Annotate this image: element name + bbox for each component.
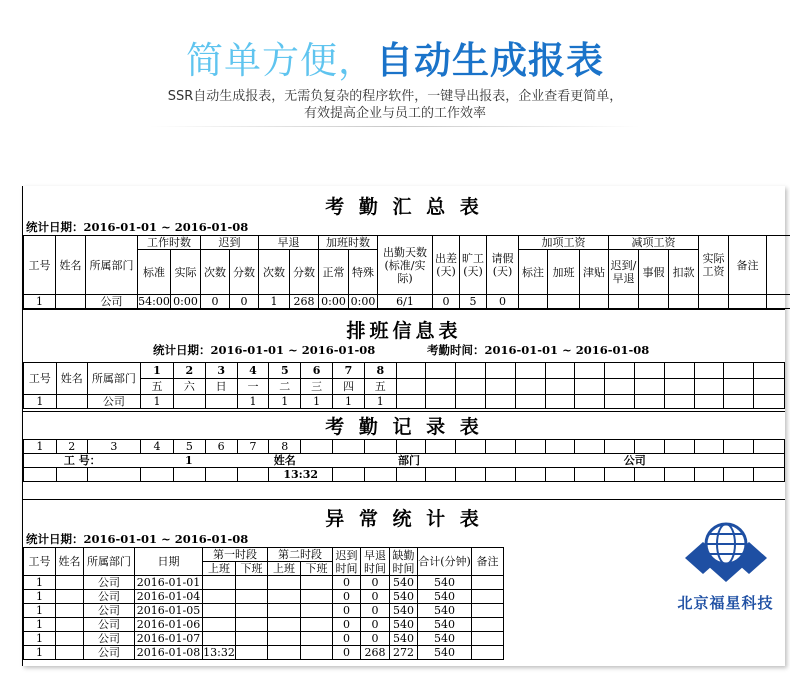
cell-early-min: 268 [290, 295, 319, 309]
hdr-ded-deduct: 扣款 [669, 250, 699, 295]
ab-cell-total: 540 [418, 576, 472, 590]
ab-cell-dept: 公司 [84, 590, 135, 604]
ab-cell-early: 0 [361, 590, 390, 604]
rec-day: 5 [173, 440, 205, 454]
schedule-date-range: 统计日期：2016-01-01 ~ 2016-01-08 [153, 343, 376, 357]
ab-cell-late: 0 [333, 604, 361, 618]
ab-cell-s2-off [301, 632, 333, 646]
ab-hdr-total: 合计(分钟) [418, 548, 472, 576]
ab-cell-note [472, 590, 504, 604]
sched-day: 3 [205, 363, 237, 379]
rec-day: 1 [24, 440, 57, 454]
sched-weekday: 五 [141, 379, 174, 395]
hdr-late: 迟到 [201, 236, 259, 250]
rec-day: 3 [87, 440, 140, 454]
sched-day: 4 [237, 363, 269, 379]
ab-cell-id: 1 [24, 618, 56, 632]
ab-cell-s2-on [268, 618, 301, 632]
ab-cell-s1-off [236, 604, 268, 618]
sched-day: 2 [173, 363, 205, 379]
abnormal-row [24, 576, 504, 590]
sched-weekday: 二 [269, 379, 301, 395]
ab-cell-note [472, 576, 504, 590]
sched-hdr-id: 工号 [24, 363, 57, 395]
ab-cell-total: 540 [418, 604, 472, 618]
ab-cell-missing: 272 [390, 646, 418, 660]
ab-cell-early: 0 [361, 604, 390, 618]
ab-cell-id: 1 [24, 646, 56, 660]
ab-cell-s2-off [301, 618, 333, 632]
ab-cell-date: 2016-01-01 [135, 576, 203, 590]
sched-cell: 1 [141, 395, 174, 409]
ab-cell-total: 540 [418, 618, 472, 632]
ab-cell-late: 0 [333, 576, 361, 590]
hdr-ded-late: 迟到/早退 [609, 250, 639, 295]
ab-cell-s1-off [236, 618, 268, 632]
cell-actual: 0:00 [171, 295, 201, 309]
hdr-deduct-pay: 减项工资 [609, 236, 699, 250]
ab-cell-date: 2016-01-07 [135, 632, 203, 646]
ab-cell-dept: 公司 [84, 576, 135, 590]
divider [23, 309, 785, 310]
ab-cell-missing: 540 [390, 576, 418, 590]
cell-name [56, 295, 86, 309]
ab-cell-date: 2016-01-04 [135, 590, 203, 604]
ab-cell-s2-on [268, 604, 301, 618]
ab-cell-s2-off [301, 576, 333, 590]
rec-day: 6 [205, 440, 237, 454]
cell-absent: 5 [460, 295, 487, 309]
promo-title-bold: 自动生成报表 [376, 39, 604, 82]
hdr-dept: 所属部门 [86, 236, 138, 295]
records-title: 考 勤 记 录 表 [325, 416, 483, 438]
hdr-add-pay: 加项工资 [519, 236, 609, 250]
hdr-actual-pay: 实际工资 [699, 236, 729, 295]
abnormal-row [24, 646, 504, 660]
hdr-overtime: 加班时数 [319, 236, 378, 250]
sched-day: 6 [301, 363, 333, 379]
ab-hdr-seg2-on: 上班 [268, 562, 301, 576]
hdr-ded-personal: 事假 [639, 250, 669, 295]
ab-cell-early: 0 [361, 618, 390, 632]
rec-time: 13:32 [269, 468, 333, 482]
sched-day: 1 [141, 363, 174, 379]
rec-dept-label: 部门 [333, 454, 486, 468]
ab-cell-late: 0 [333, 590, 361, 604]
ab-hdr-seg2: 第二时段 [268, 548, 333, 562]
cell-ot-normal: 0:00 [319, 295, 349, 309]
hdr-add-allow: 津贴 [580, 250, 609, 295]
hdr-ot-normal: 正常 [319, 250, 349, 295]
ab-cell-s2-on [268, 632, 301, 646]
ab-cell-s2-on [268, 576, 301, 590]
ab-cell-total: 540 [418, 632, 472, 646]
globe-logo-icon [663, 520, 788, 592]
summary-row [24, 295, 790, 309]
abnormal-title: 异 常 统 计 表 [325, 508, 483, 530]
ab-cell-id: 1 [24, 590, 56, 604]
sched-cell [205, 395, 237, 409]
abnormal-date-range: 统计日期：2016-01-01 ~ 2016-01-08 [26, 532, 249, 546]
ab-cell-missing: 540 [390, 618, 418, 632]
sched-hdr-name: 姓名 [56, 363, 87, 395]
ab-cell-id: 1 [24, 604, 56, 618]
rec-id-value: 1 [141, 454, 238, 468]
ab-cell-name [56, 646, 84, 660]
ab-cell-early: 0 [361, 576, 390, 590]
ab-cell-total: 540 [418, 646, 472, 660]
sched-weekday: 日 [205, 379, 237, 395]
ab-cell-early: 268 [361, 646, 390, 660]
ab-cell-name [56, 632, 84, 646]
logo-text: 北京福星科技 [677, 594, 774, 612]
hdr-add-note: 标注 [519, 250, 548, 295]
ab-hdr-missing: 缺勤时间 [390, 548, 418, 576]
hdr-add-ot: 加班 [548, 250, 580, 295]
abnormal-row [24, 618, 504, 632]
hdr-absent: 旷工(天) [460, 236, 487, 295]
sched-cell: 1 [269, 395, 301, 409]
ab-cell-s1-on [203, 590, 236, 604]
records-employee-row [24, 454, 785, 468]
ab-cell-s2-off [301, 646, 333, 660]
abnormal-rows [24, 576, 504, 660]
ab-cell-dept: 公司 [84, 646, 135, 660]
ab-cell-missing: 540 [390, 632, 418, 646]
cell-dept: 公司 [86, 295, 138, 309]
ab-cell-s1-on [203, 576, 236, 590]
sched-hdr-dept: 所属部门 [87, 363, 140, 395]
ab-hdr-name: 姓名 [56, 548, 84, 576]
summary-date-range: 统计日期：2016-01-01 ~ 2016-01-08 [26, 220, 249, 234]
ab-cell-s1-off [236, 646, 268, 660]
hdr-actual: 实际 [171, 250, 201, 295]
hdr-trip: 出差(天) [433, 236, 460, 295]
hdr-name: 姓名 [56, 236, 86, 295]
sched-cell: 1 [301, 395, 333, 409]
ab-cell-late: 0 [333, 618, 361, 632]
ab-cell-id: 1 [24, 632, 56, 646]
cell-late-min: 0 [230, 295, 259, 309]
records-table [23, 439, 785, 482]
ab-cell-s2-on [268, 590, 301, 604]
ab-cell-name [56, 590, 84, 604]
ab-cell-s1-on: 13:32 [203, 646, 235, 659]
hdr-work-hours: 工作时数 [138, 236, 201, 250]
cell-attend: 6/1 [378, 295, 433, 309]
ab-cell-date: 2016-01-08 [135, 646, 203, 660]
sched-cell-dept: 公司 [87, 395, 140, 409]
abnormal-row [24, 632, 504, 646]
rec-day: 4 [141, 440, 174, 454]
cell-early-count: 1 [259, 295, 290, 309]
ab-cell-date: 2016-01-06 [135, 618, 203, 632]
ab-cell-missing: 540 [390, 590, 418, 604]
schedule-table [23, 362, 785, 409]
sched-day: 5 [269, 363, 301, 379]
ab-hdr-date: 日期 [135, 548, 203, 576]
ab-cell-s1-on [203, 604, 236, 618]
rec-dept-value: 公司 [486, 454, 785, 468]
cell-leave: 0 [487, 295, 519, 309]
hdr-blank [767, 236, 790, 295]
hdr-note: 备注 [729, 236, 767, 295]
sched-weekday: 三 [301, 379, 333, 395]
ab-cell-late: 0 [333, 646, 361, 660]
ab-cell-note [472, 618, 504, 632]
decorative-divider [150, 126, 640, 127]
ab-cell-s1-off [236, 576, 268, 590]
hdr-early-min: 分数 [290, 250, 319, 295]
promo-title [0, 30, 790, 84]
ab-cell-s2-off [301, 590, 333, 604]
ab-cell-dept: 公司 [84, 632, 135, 646]
sched-weekday: 六 [173, 379, 205, 395]
ab-cell-note [472, 646, 504, 660]
ab-cell-date: 2016-01-05 [135, 604, 203, 618]
company-logo [663, 520, 788, 615]
hdr-leave: 请假(天) [487, 236, 519, 295]
ab-cell-s2-on [268, 646, 301, 660]
abnormal-table [23, 547, 504, 660]
divider [23, 499, 785, 500]
ab-hdr-seg1-off: 下班 [236, 562, 268, 576]
sched-weekday: 一 [237, 379, 269, 395]
hdr-id: 工号 [24, 236, 56, 295]
ab-cell-early: 0 [361, 632, 390, 646]
sched-cell [173, 395, 205, 409]
ab-hdr-seg1-on: 上班 [203, 562, 236, 576]
sched-cell: 1 [333, 395, 365, 409]
ab-cell-name [56, 604, 84, 618]
hdr-standard: 标准 [138, 250, 171, 295]
cell-ot-special: 0:00 [349, 295, 378, 309]
hdr-early-count: 次数 [259, 250, 290, 295]
ab-hdr-seg1: 第一时段 [203, 548, 268, 562]
hdr-late-min: 分数 [230, 250, 259, 295]
rec-day: 7 [237, 440, 269, 454]
hdr-ot-special: 特殊 [349, 250, 378, 295]
sched-weekday: 五 [364, 379, 396, 395]
promo-title-thin: 简单方便， [186, 39, 376, 82]
ab-cell-s1-on [203, 618, 236, 632]
ab-cell-s2-off [301, 604, 333, 618]
rec-day: 2 [56, 440, 87, 454]
cell-late-count: 0 [201, 295, 230, 309]
sched-weekday: 四 [333, 379, 365, 395]
ab-cell-s1-on [203, 632, 236, 646]
ab-cell-note [472, 632, 504, 646]
sched-cell: 1 [364, 395, 396, 409]
schedule-title: 排班信息表 [346, 320, 462, 342]
abnormal-row [24, 604, 504, 618]
ab-cell-s1-off [236, 632, 268, 646]
sched-day: 8 [364, 363, 396, 379]
ab-hdr-id: 工号 [24, 548, 56, 576]
ab-hdr-note: 备注 [472, 548, 504, 576]
ab-hdr-seg2-off: 下班 [301, 562, 333, 576]
sched-cell: 1 [237, 395, 269, 409]
cell-trip: 0 [433, 295, 460, 309]
summary-table [23, 235, 790, 309]
cell-standard: 54:00 [138, 295, 170, 308]
promo-header [0, 0, 790, 150]
ab-cell-late: 0 [333, 632, 361, 646]
ab-cell-dept: 公司 [84, 618, 135, 632]
ab-cell-missing: 540 [390, 604, 418, 618]
summary-title: 考 勤 汇 总 表 [325, 196, 483, 218]
ab-hdr-late: 迟到时间 [333, 548, 361, 576]
rec-day: 8 [269, 440, 301, 454]
cell-id: 1 [24, 295, 56, 309]
sched-cell-id: 1 [24, 395, 57, 409]
sched-day: 7 [333, 363, 365, 379]
ab-cell-id: 1 [24, 576, 56, 590]
ab-cell-note [472, 604, 504, 618]
ab-cell-name [56, 618, 84, 632]
promo-subtitle-line1: SSR自动生成报表，无需负复杂的程序软件，一键导出报表，企业查看更简单， [167, 89, 623, 104]
hdr-early: 早退 [259, 236, 319, 250]
ab-cell-dept: 公司 [84, 604, 135, 618]
schedule-check-range: 考勤时间：2016-01-01 ~ 2016-01-08 [427, 343, 650, 357]
abnormal-row [24, 590, 504, 604]
hdr-late-count: 次数 [201, 250, 230, 295]
schedule-row [24, 395, 785, 409]
ab-cell-s1-off [236, 590, 268, 604]
hdr-attend-days: 出勤天数(标准/实际) [378, 236, 433, 295]
promo-subtitle-line2: 有效提高企业与员工的工作效率 [303, 106, 486, 121]
ab-cell-total: 540 [418, 590, 472, 604]
rec-name-label: 姓名 [237, 454, 332, 468]
rec-id-label: 工 号： [24, 454, 141, 468]
ab-hdr-dept: 所属部门 [84, 548, 135, 576]
ab-hdr-early: 早退时间 [361, 548, 390, 576]
ab-cell-name [56, 576, 84, 590]
